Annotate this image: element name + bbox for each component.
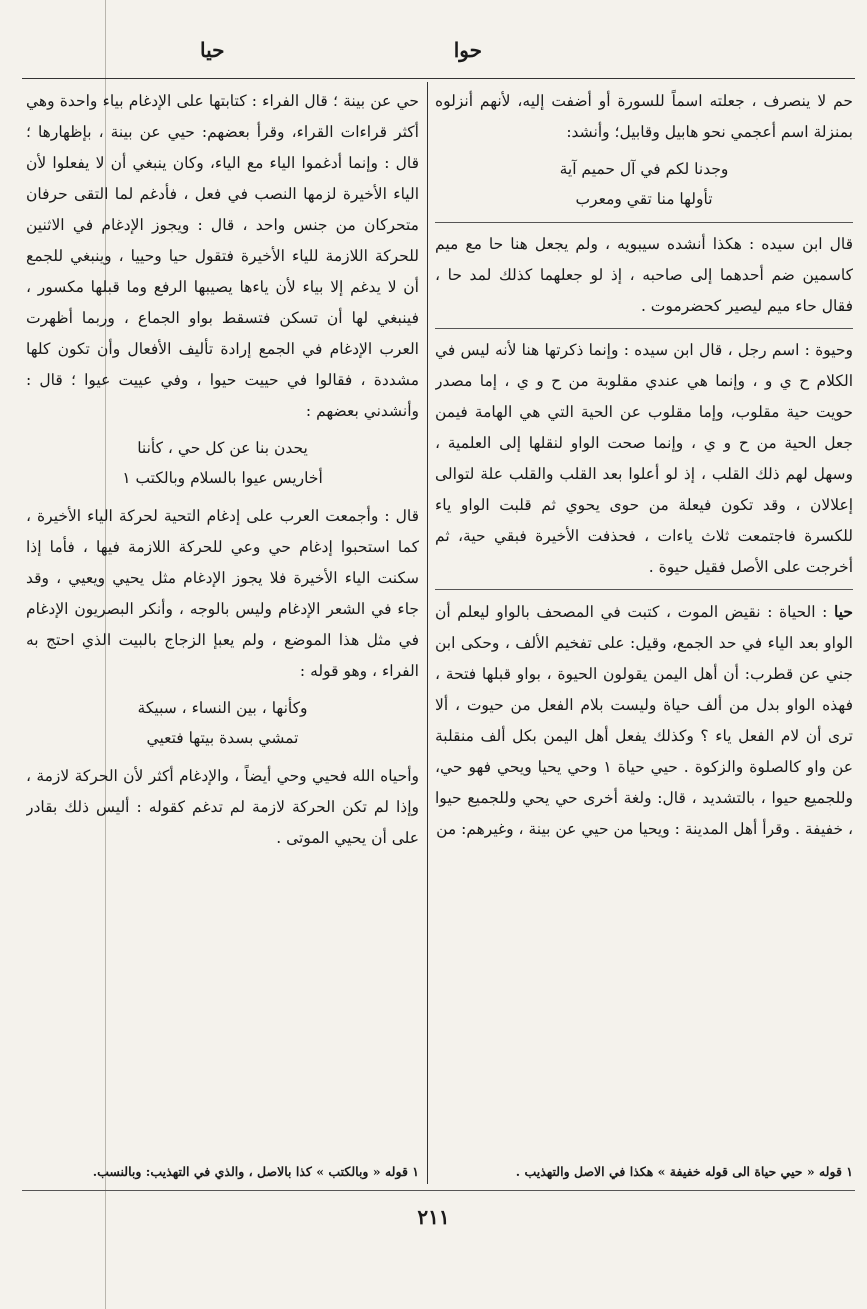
footer-rule [22, 1190, 855, 1191]
right-paragraph-1: حم لا ينصرف ، جعلته اسماً للسورة أو أضفت إليه، لأنهم أنزلوه بمنزلة اسم أعجمي نحو هابيل وقابيل؛ وأنشد: [435, 92, 853, 141]
left-verse-1 [26, 433, 419, 493]
verse-line: تمشي بسدة بيتها فتعيي [146, 729, 299, 747]
header-rule [22, 78, 855, 79]
right-paragraph-3: وحيوة : اسم رجل ، قال ابن سيده : وإنما ذكرتها هنا لأنه ليس في الكلام ح ي و ، وإنما هي عندي مقلوبة من ح و ي ، إما مصدر حويت حية مقلوب، وإما مقلوب عن الحية التي هي الهامة فيمن جعل الحية من ح و ي ، وإنما صحت الواو لنقلها إلى العلمية ، وسهل لهم ذلك القلب ، إذ لو أعلوا بعد القلب والقلب علة لتوالى إعلالان ، وقد تكون فيعلة من حوى يحوي ثم قلبت الواو ياء للكسرة فاجتمعت ثلاث ياءات ، فحذفت الأخيرة فبقي حية، ثم أخرجت على الأصل فقيل حيوة . [435, 341, 853, 576]
verse-line: أخاريس عيوا بالسلام وبالكتب ١ [122, 469, 323, 487]
verse-line: وجدنا لكم في آل حميم آية [559, 160, 729, 178]
left-verse-2 [26, 693, 419, 753]
left-paragraph-2: قال : وأجمعت العرب على إدغام التحية لحركة الياء الأخيرة ، كما استحبوا إدغام حي وعي للحركة اللازمة فيها ، فأما إذا سكنت الياء الأخيرة فلا يجوز الإدغام مثل يحيي ويعيي ، وقد جاء في الشعر الإدغام وليس بالوجه ، وأنكر البصريون الإدغام في مثل هذا الموضع ، ولم يعبإ الزجاج بالبيت الذي احتج به الفراء ، وهو قوله : [26, 507, 419, 680]
entry-headword: حيا [834, 602, 853, 621]
right-footnote: ١ قوله « حيي حياة الى قوله خفيفة » هكذا في الاصل والتهذيب . [515, 1164, 853, 1179]
left-footnote: ١ قوله « وبالكتب » كذا بالاصل ، والذي في التهذيب: وبالنسب. [92, 1164, 419, 1179]
entry-separator [435, 328, 853, 329]
right-column [435, 86, 853, 1159]
verse-line: تأولها منا تقي ومعرب [575, 190, 713, 208]
verse-line: وكأنها ، بين النساء ، سبيكة [137, 699, 308, 717]
left-paragraph-3: وأحياه الله فحيي وحي أيضاً ، والإدغام أكثر لأن الحركة لازمة ، وإذا لم تكن الحركة لازمة لم تدغم كقوله : أليس ذلك بقادر على أن يحيي الموتى . [26, 767, 419, 847]
left-running-header: حيا [200, 38, 225, 62]
column-divider [427, 82, 428, 1184]
entry-separator [435, 589, 853, 590]
entry-separator [435, 222, 853, 223]
right-paragraph-2: قال ابن سيده : هكذا أنشده سيبويه ، ولم يجعل هنا حا مع ميم كاسمين ضم أحدهما إلى صاحبه ، إذ لو جعلهما كذلك لمد حا ، فقال حاء ميم ليصير كحضرموت . [435, 235, 853, 315]
right-verse-1 [435, 154, 853, 214]
left-paragraph-1: حي عن بينة ؛ قال الفراء : كتابتها على الإدغام بياء واحدة وهي أكثر قراءات القراء، وقرأ بعضهم: حيي عن بينة ، بإظهارها ؛ قال : وإنما أدغموا الياء مع الياء، وكان ينبغي أن لا يفعلوا لأن الياء الأخيرة لزمها النصب في فعل ، فأدغم لما التقى حرفان متحركان من جنس واحد ، قال : ويجوز الإدغام في الاثنين للحركة اللازمة للياء الأخيرة فتقول حيا وحييا ، وينبغي للجمع أن لا يدغم إلا بياء لأن ياءها يصيبها الرفع وما قبلها مكسور ، فينبغي لها أن تسكن فتسقط بواو الجماع ، وربما أظهرت العرب الإدغام في الجمع إرادة تأليف الأفعال وأن تكون كلها مشددة ، فقالوا في حييت حيوا ، وفي عييت عيوا ؛ قال : وأنشدني بعضهم : [26, 92, 419, 420]
right-running-header: حوا [453, 38, 482, 62]
verse-line: يحدن بنا عن كل حي ، كأننا [137, 439, 308, 457]
entry-text: : الحياة : نقيض الموت ، كتبت في المصحف بالواو ليعلم أن الواو بعد الياء في حد الجمع، وقيل: على تفخيم الألف ، وحكى ابن جني عن قطرب: أن أهل اليمن يقولون الحيوة ، بواو قبلها فتحة ، فهذه الواو بدل من ألف حياة وليست بلام الفعل من حيوت ، ألا ترى أن لام الفعل ياء ؟ وكذلك يفعل أهل اليمن بكل ألف منقلبة عن واو كالصلوة والزكوة . حيي حياة ١ وحي يحيا ويحي فهو حي، وللجميع حيوا ، بالتشديد ، قال: ولغة أخرى حي يحي وللجميع حيوا ، خفيفة . وقرأ أهل المدينة : ويحيا من حيي عن بينة ، وغيرهم: من [435, 603, 853, 838]
page-number: ٢١١ [417, 1205, 450, 1229]
right-paragraph-4 [435, 596, 853, 845]
left-column [26, 86, 419, 1159]
